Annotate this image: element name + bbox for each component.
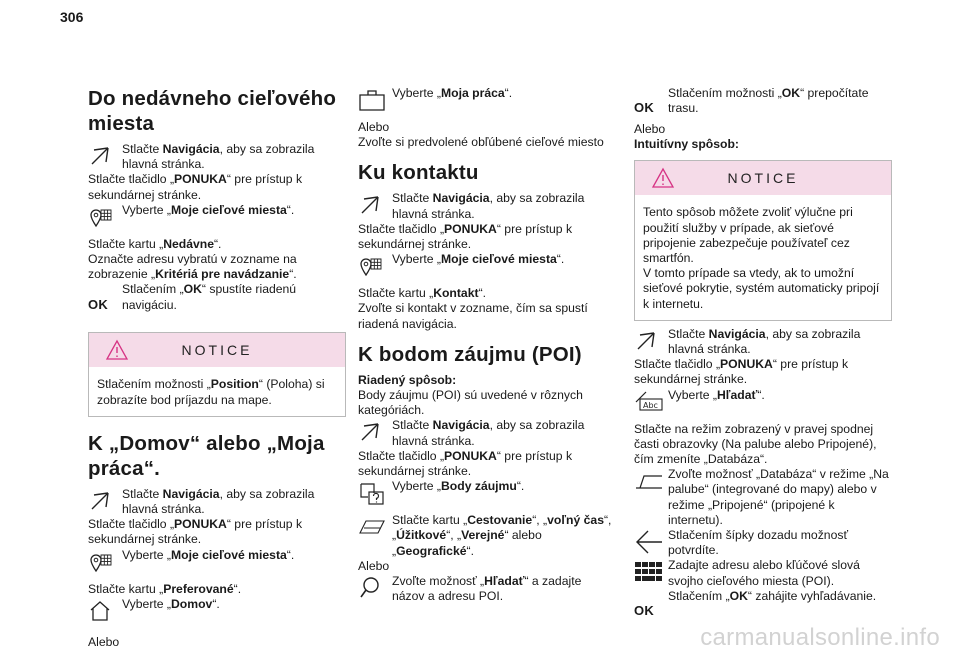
- abc-keyboard-icon: [634, 388, 668, 416]
- step-search: [358, 574, 616, 604]
- watermark: carmanualsonline.info: [700, 623, 940, 651]
- step-text: Stlačte Navigácia, aby sa zobrazila hlavná stránka.: [392, 418, 585, 448]
- heading-poi: K bodom záujmu (POI): [358, 342, 582, 366]
- notice-header: [635, 161, 891, 195]
- step-text: Stlačením šípky dozadu možnosť potvrdíte.: [668, 528, 849, 558]
- column-3: [634, 86, 892, 625]
- navigation-arrow-icon: [88, 142, 122, 170]
- step-favorites: [88, 548, 346, 576]
- or-text: Alebo: [634, 122, 666, 136]
- navigation-arrow-icon: [634, 327, 668, 355]
- step-text: Stlačením „OK“ spustíte riadenú navigáciu.: [122, 282, 297, 312]
- subheading-intuitive: Intuitívny spôsob:: [634, 137, 739, 152]
- step-ok: [634, 589, 892, 625]
- magnifier-icon: [358, 574, 392, 602]
- notice-header: [89, 333, 345, 367]
- step-favorites: [88, 203, 346, 231]
- heading-recent-destination: Do nedávneho cieľového miesta: [88, 87, 337, 135]
- step-favorites: [358, 252, 616, 280]
- step-home: [88, 597, 346, 625]
- step-text: Vyberte „Moje cieľové miesta“.: [122, 547, 295, 562]
- or-text: Alebo: [358, 120, 390, 134]
- column-2: [358, 86, 616, 604]
- step-text: Stlačením „OK“ zahájite vyhľadávanie.: [668, 588, 877, 603]
- page-number: 306: [60, 9, 84, 25]
- step-text: Stlačte kartu „Preferované“.: [88, 581, 242, 596]
- keypad-grid-icon: [634, 558, 668, 586]
- step-text: Stlačte Navigácia, aby sa zobrazila hlavná stránka.: [392, 191, 585, 221]
- pencil-icon: [358, 513, 392, 541]
- navigation-arrow-icon: [358, 418, 392, 446]
- ok-text-icon: OK: [88, 296, 109, 312]
- step-text: Stlačte kartu „Cestovanie“, „voľný čas“, „Úžitkové“, „Verejné“ alebo „Geografické“.: [392, 513, 612, 558]
- step-text: Stlačte Navigácia, aby sa zobrazila hlavná stránka.: [668, 326, 861, 357]
- column-1: [88, 86, 346, 650]
- warning-triangle-icon: [651, 167, 675, 193]
- step-text: Stlačte tlačidlo „PONUKA“ pre prístup k sekundárnej stránke.: [88, 517, 303, 547]
- step-text: Stlačte tlačidlo „PONUKA“ pre prístup k sekundárnej stránke.: [358, 221, 573, 252]
- step-text: Zvoľte si predvolené obľúbené cieľové miesto: [358, 135, 604, 150]
- step-navigation: [634, 327, 892, 357]
- step-navigation: [88, 487, 346, 517]
- step-categories: [358, 513, 616, 559]
- step-work: [358, 86, 616, 114]
- step-text: Zvoľte si kontakt v zozname, čím sa spustí riadená navigácia.: [358, 301, 588, 331]
- notice-box: [88, 332, 346, 416]
- step-text: Stlačte tlačidlo „PONUKA“ pre prístup k sekundárnej stránke.: [358, 448, 573, 479]
- step-keypad: [634, 558, 892, 588]
- notice-title: NOTICE: [727, 169, 799, 186]
- step-text: Stlačte na režim zobrazený v pravej spodnej časti obrazovky (Na palube alebo Pripojené), čím zmeníte „Databáza“.: [634, 421, 877, 467]
- step-text: Zvoľte možnosť „Hľadať“ a zadajte názov a adresu POI.: [392, 574, 582, 604]
- step-text: Stlačte kartu „Kontakt“.: [358, 286, 487, 301]
- notice-text: Tento spôsob môžete zvoliť výlučne pri použití služby v prípade, ak sieťové pripojenie zabezpečuje používateľ cez smartfón. V tomto prípade sa vtedy, ak to umožní sieťové pokrytie, systém automaticky pripojí k internetu.: [643, 205, 880, 311]
- step-text: Stlačte tlačidlo „PONUKA“ pre prístup k sekundárnej stránke.: [634, 357, 849, 387]
- location-pin-grid-icon: [88, 203, 122, 231]
- location-pin-grid-icon: [88, 548, 122, 576]
- step-navigation: [358, 418, 616, 448]
- step-text: Vyberte „Moje cieľové miesta“.: [392, 252, 565, 267]
- step-navigation: [88, 142, 346, 172]
- question-map-icon: [358, 479, 392, 507]
- warning-triangle-icon: [105, 339, 129, 365]
- step-text: Vyberte „Hľadať“.: [668, 387, 765, 402]
- step-text: Stlačte tlačidlo „PONUKA“ pre prístup k sekundárnej stránke.: [88, 172, 303, 202]
- step-search: [634, 388, 892, 416]
- step-ok: [88, 282, 346, 318]
- ok-text-icon: OK: [634, 100, 655, 116]
- step-ok: [634, 86, 892, 122]
- briefcase-icon: [358, 86, 392, 114]
- home-icon: [88, 597, 122, 625]
- database-tab-icon: [634, 467, 668, 495]
- step-text: Označte adresu vybratú v zozname na zobrazenie „Kritériá pre navádzanie“.: [88, 252, 297, 282]
- location-pin-grid-icon: [358, 252, 392, 280]
- or-text: Alebo: [88, 634, 120, 649]
- notice-text: Stlačením možnosti „Position“ (Poloha) si zobrazíte bod príjazdu na mape.: [97, 377, 325, 407]
- ok-text-icon: OK: [634, 603, 655, 619]
- notice-title: NOTICE: [181, 341, 253, 358]
- or-text: Alebo: [358, 558, 390, 573]
- back-arrow-icon: [634, 528, 668, 556]
- step-navigation: [358, 191, 616, 221]
- step-text: Vyberte „Moje cieľové miesta“.: [122, 202, 295, 217]
- navigation-arrow-icon: [88, 487, 122, 515]
- step-text: Stlačením možnosti „OK“ prepočítate trasu.: [668, 86, 869, 116]
- heading-home-work: K „Domov“ alebo „Moja práca“.: [88, 431, 325, 480]
- step-text: Stlačte kartu „Nedávne“.: [88, 236, 222, 251]
- step-text: Stlačte Navigácia, aby sa zobrazila hlavná stránka.: [122, 142, 315, 172]
- step-text: Vyberte „Body záujmu“.: [392, 479, 525, 494]
- heading-contact: Ku kontaktu: [358, 161, 479, 185]
- step-back: [634, 528, 892, 558]
- step-database: [634, 467, 892, 528]
- step-poi: [358, 479, 616, 507]
- subheading-guided: Riadený spôsob:: [358, 372, 457, 387]
- notice-box: [634, 160, 892, 320]
- step-text: Vyberte „Domov“.: [122, 596, 220, 611]
- svg-text:Abc: Abc: [643, 400, 658, 410]
- step-text: Stlačte Navigácia, aby sa zobrazila hlavná stránka.: [122, 486, 315, 517]
- step-text: Zvoľte možnosť „Databáza“ v režime „Na palube“ (integrované do mapy) alebo v režime „Pripojené“ (pripojené k internetu).: [668, 467, 889, 527]
- step-text: Zadajte adresu alebo kľúčové slová svojho cieľového miesta (POI).: [668, 558, 860, 588]
- step-text: Body záujmu (POI) sú uvedené v rôznych kategóriách.: [358, 388, 583, 418]
- navigation-arrow-icon: [358, 191, 392, 219]
- step-text: Vyberte „Moja práca“.: [392, 86, 513, 100]
